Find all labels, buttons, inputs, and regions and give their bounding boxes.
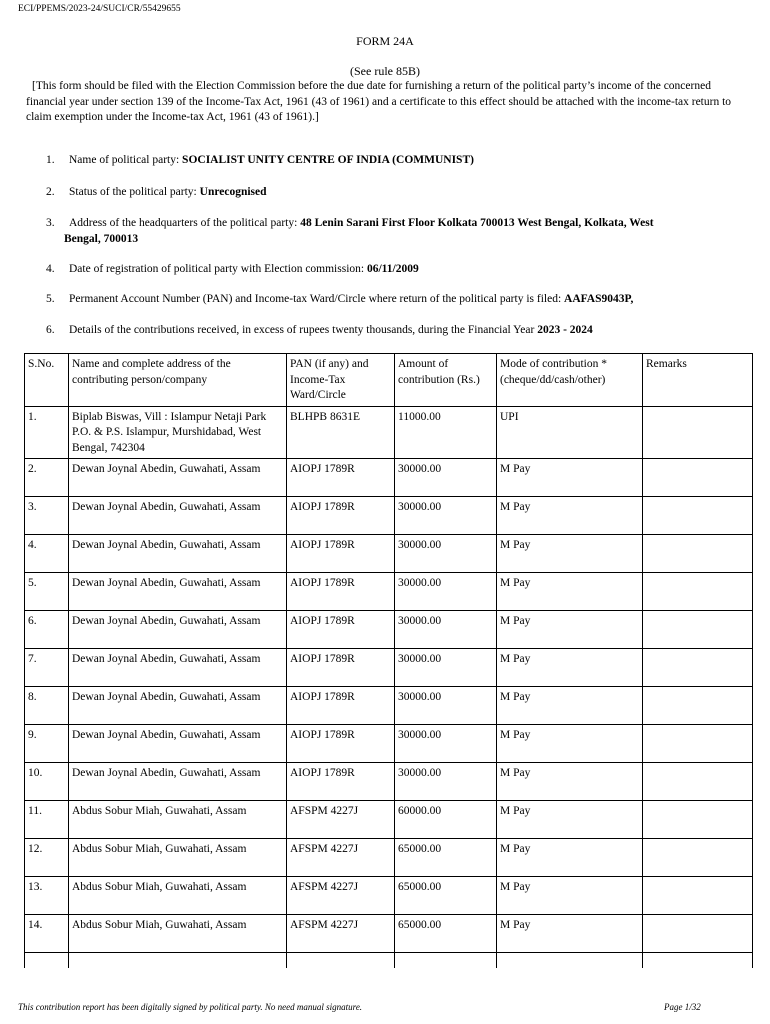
cell-name: Dewan Joynal Abedin, Guwahati, Assam	[69, 497, 287, 535]
item-label: Details of the contributions received, in excess of rupees twenty thousands, during the Financial Year	[69, 324, 538, 336]
cell-sno: 9.	[25, 725, 69, 763]
cell-pan: AIOPJ 1789R	[287, 459, 395, 497]
item-value: 2023 - 2024	[537, 324, 593, 336]
cell-name: Abdus Sobur Miah, Guwahati, Assam	[69, 877, 287, 915]
cell-sno: 2.	[25, 459, 69, 497]
cell-name: Abdus Sobur Miah, Guwahati, Assam	[69, 839, 287, 877]
item-party-name	[46, 153, 746, 169]
cell-mode: M Pay	[497, 915, 643, 953]
item-label: Address of the headquarters of the political party:	[69, 217, 301, 229]
cell-mode: M Pay	[497, 573, 643, 611]
cell-amount: 30000.00	[395, 611, 497, 649]
cell-mode: M Pay	[497, 459, 643, 497]
item-label: Status of the political party:	[69, 186, 200, 198]
table-row	[25, 915, 753, 953]
cell-pan: AIOPJ 1789R	[287, 573, 395, 611]
header-mode: Mode of contribution *(cheque/dd/cash/other)	[497, 354, 643, 407]
cell-remarks	[643, 611, 753, 649]
item-number: 6.	[46, 324, 55, 336]
cell-remarks	[643, 497, 753, 535]
table-row	[25, 687, 753, 725]
cell-empty	[395, 953, 497, 969]
item-registration-date	[46, 262, 746, 278]
cell-pan: AFSPM 4227J	[287, 801, 395, 839]
cell-amount: 60000.00	[395, 801, 497, 839]
cell-amount: 30000.00	[395, 725, 497, 763]
cell-mode: M Pay	[497, 725, 643, 763]
item-number: 1.	[46, 154, 55, 166]
cell-remarks	[643, 763, 753, 801]
header-sno: S.No.	[25, 354, 69, 407]
item-number: 2.	[46, 186, 55, 198]
cell-empty	[69, 953, 287, 969]
document-reference: ECI/PPEMS/2023-24/SUCI/CR/55429655	[18, 4, 181, 14]
cell-amount: 30000.00	[395, 459, 497, 497]
cell-remarks	[643, 535, 753, 573]
table-header-row	[25, 354, 753, 407]
cell-empty	[25, 953, 69, 969]
item-pan	[46, 292, 746, 308]
table-row	[25, 497, 753, 535]
cell-mode: M Pay	[497, 763, 643, 801]
cell-amount: 30000.00	[395, 573, 497, 611]
cell-sno: 13.	[25, 877, 69, 915]
table-row	[25, 611, 753, 649]
cell-mode: M Pay	[497, 497, 643, 535]
cell-pan: AIOPJ 1789R	[287, 535, 395, 573]
cell-pan: AFSPM 4227J	[287, 839, 395, 877]
cell-sno: 14.	[25, 915, 69, 953]
item-party-status	[46, 185, 746, 201]
table-body	[25, 406, 753, 968]
page-number: Page 1/32	[664, 1002, 701, 1012]
header-pan: PAN (if any) and Income-Tax Ward/Circle	[287, 354, 395, 407]
item-contributions-details	[46, 323, 746, 339]
intro-paragraph: [This form should be filed with the Election Commission before the due date for furnishing a return of the political party’s income of the concerned financial year under section 139 of the Income-Tax Act, 1961 (43 of 1961) and a certificate to this effect should be attached with the income-tax return to claim exemption under the Income-tax Act, 1961 (43 of 1961).]	[26, 80, 732, 123]
item-number: 5.	[46, 293, 55, 305]
rule-reference: (See rule 85B)	[350, 64, 420, 78]
cell-sno: 4.	[25, 535, 69, 573]
cell-mode: M Pay	[497, 877, 643, 915]
cell-name: Dewan Joynal Abedin, Guwahati, Assam	[69, 725, 287, 763]
item-value: AAFAS9043P,	[564, 293, 634, 305]
cell-sno: 1.	[25, 406, 69, 459]
item-number: 3.	[46, 217, 55, 229]
item-label: Permanent Account Number (PAN) and Income-tax Ward/Circle where return of the political party is filed:	[69, 293, 565, 305]
cell-remarks	[643, 915, 753, 953]
header-name: Name and complete address of the contributing person/company	[69, 354, 287, 407]
cell-remarks	[643, 725, 753, 763]
table-row	[25, 877, 753, 915]
cell-amount: 30000.00	[395, 649, 497, 687]
cell-mode: M Pay	[497, 611, 643, 649]
item-value: SOCIALIST UNITY CENTRE OF INDIA (COMMUNIST)	[182, 154, 474, 166]
cell-pan: AIOPJ 1789R	[287, 497, 395, 535]
cell-name: Dewan Joynal Abedin, Guwahati, Assam	[69, 649, 287, 687]
item-value-continued: Bengal, 700013	[64, 232, 139, 245]
cell-pan: AFSPM 4227J	[287, 915, 395, 953]
cell-remarks	[643, 801, 753, 839]
cell-name: Abdus Sobur Miah, Guwahati, Assam	[69, 801, 287, 839]
cell-name: Dewan Joynal Abedin, Guwahati, Assam	[69, 763, 287, 801]
cell-pan: AIOPJ 1789R	[287, 687, 395, 725]
cell-sno: 12.	[25, 839, 69, 877]
form-title: FORM 24A	[356, 34, 414, 48]
cell-amount: 65000.00	[395, 839, 497, 877]
item-headquarters-address	[46, 216, 746, 247]
cell-remarks	[643, 459, 753, 497]
table-row	[25, 649, 753, 687]
cell-amount: 65000.00	[395, 915, 497, 953]
cell-name: Dewan Joynal Abedin, Guwahati, Assam	[69, 459, 287, 497]
cell-pan: BLHPB 8631E	[287, 406, 395, 459]
cell-mode: M Pay	[497, 687, 643, 725]
table-row	[25, 459, 753, 497]
cell-mode: M Pay	[497, 839, 643, 877]
cell-remarks	[643, 839, 753, 877]
cell-amount: 65000.00	[395, 877, 497, 915]
cell-remarks	[643, 573, 753, 611]
table-row	[25, 801, 753, 839]
cell-remarks	[643, 649, 753, 687]
cell-pan: AIOPJ 1789R	[287, 763, 395, 801]
cell-amount: 30000.00	[395, 763, 497, 801]
cell-sno: 8.	[25, 687, 69, 725]
header-remarks: Remarks	[643, 354, 753, 407]
cell-name: Dewan Joynal Abedin, Guwahati, Assam	[69, 611, 287, 649]
table-row	[25, 839, 753, 877]
cell-pan: AIOPJ 1789R	[287, 611, 395, 649]
item-value: Unrecognised	[199, 186, 267, 198]
cell-name: Dewan Joynal Abedin, Guwahati, Assam	[69, 687, 287, 725]
contributions-table	[24, 353, 753, 968]
item-value: 48 Lenin Sarani First Floor Kolkata 700013 West Bengal, Kolkata, West	[300, 217, 654, 229]
cell-sno: 6.	[25, 611, 69, 649]
cell-remarks	[643, 877, 753, 915]
cell-pan: AIOPJ 1789R	[287, 725, 395, 763]
item-value: 06/11/2009	[366, 263, 419, 275]
table-row	[25, 573, 753, 611]
cell-empty	[643, 953, 753, 969]
table-row	[25, 535, 753, 573]
cell-mode: M Pay	[497, 801, 643, 839]
cell-name: Dewan Joynal Abedin, Guwahati, Assam	[69, 535, 287, 573]
signature-note: This contribution report has been digitally signed by political party. No need manual signature.	[18, 1002, 363, 1012]
cell-name: Biplab Biswas, Vill : Islampur Netaji Park P.O. & P.S. Islampur, Murshidabad, West Bengal, 742304	[69, 406, 287, 459]
cell-amount: 30000.00	[395, 687, 497, 725]
cell-empty	[287, 953, 395, 969]
cell-pan: AFSPM 4227J	[287, 877, 395, 915]
cell-amount: 11000.00	[395, 406, 497, 459]
cell-amount: 30000.00	[395, 497, 497, 535]
cell-sno: 7.	[25, 649, 69, 687]
item-number: 4.	[46, 263, 55, 275]
table-row	[25, 725, 753, 763]
cell-sno: 5.	[25, 573, 69, 611]
table-row	[25, 406, 753, 459]
cell-name: Abdus Sobur Miah, Guwahati, Assam	[69, 915, 287, 953]
cell-remarks	[643, 406, 753, 459]
cell-pan: AIOPJ 1789R	[287, 649, 395, 687]
cell-name: Dewan Joynal Abedin, Guwahati, Assam	[69, 573, 287, 611]
table-row-continued	[25, 953, 753, 969]
cell-mode: M Pay	[497, 535, 643, 573]
cell-empty	[497, 953, 643, 969]
cell-amount: 30000.00	[395, 535, 497, 573]
cell-remarks	[643, 687, 753, 725]
cell-mode: M Pay	[497, 649, 643, 687]
table-row	[25, 763, 753, 801]
header-amount: Amount of contribution (Rs.)	[395, 354, 497, 407]
cell-mode: UPI	[497, 406, 643, 459]
cell-sno: 11.	[25, 801, 69, 839]
item-label: Name of political party:	[69, 154, 183, 166]
cell-sno: 10.	[25, 763, 69, 801]
cell-sno: 3.	[25, 497, 69, 535]
item-label: Date of registration of political party with Election commission:	[69, 263, 367, 275]
